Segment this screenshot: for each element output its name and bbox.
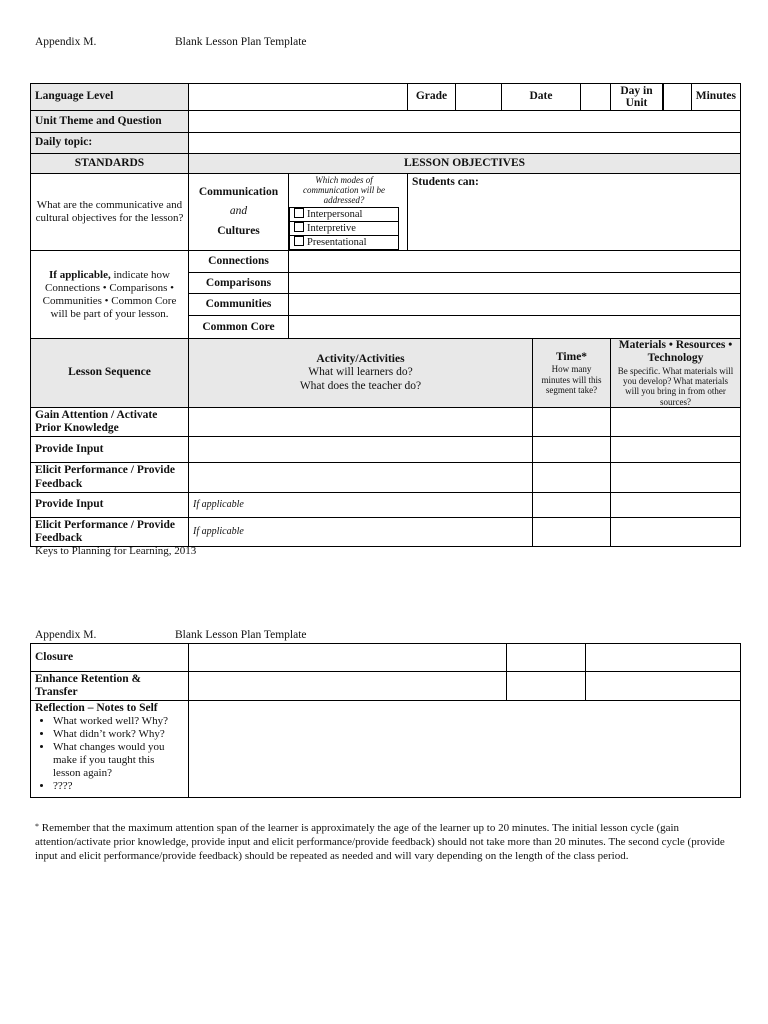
list-item: • What didn’t work? Why? bbox=[53, 728, 184, 741]
date-label: Date bbox=[502, 84, 581, 111]
sequence-materials-field[interactable] bbox=[611, 518, 741, 547]
grade-label: Grade bbox=[408, 84, 456, 111]
sequence-row-label: Provide Input bbox=[31, 493, 189, 518]
activity-heading-cell bbox=[189, 339, 533, 408]
sequence-materials-field[interactable] bbox=[611, 408, 741, 437]
grade-field[interactable] bbox=[456, 84, 502, 111]
checkbox-icon[interactable] bbox=[294, 236, 304, 246]
template-title: Blank Lesson Plan Template bbox=[175, 36, 307, 48]
common-core-field[interactable] bbox=[289, 316, 741, 339]
appendix-label: Appendix M. bbox=[35, 36, 97, 48]
modes-cell bbox=[289, 174, 408, 251]
reflection-cell bbox=[31, 701, 189, 798]
mode-label: Interpersonal bbox=[307, 209, 363, 220]
if-applicable-note bbox=[31, 251, 189, 339]
standards-heading: STANDARDS bbox=[31, 154, 189, 174]
common-core-label: Common Core bbox=[189, 316, 289, 339]
materials-heading: Materials • Resources • Technology bbox=[618, 339, 733, 365]
sequence-activity-field[interactable] bbox=[189, 437, 533, 463]
cultures-label: Cultures bbox=[217, 224, 260, 237]
lesson-objectives-heading: LESSON OBJECTIVES bbox=[189, 154, 741, 174]
lesson-plan-table-continued bbox=[30, 643, 741, 798]
day-in-unit-label: Day in Unit bbox=[611, 84, 663, 111]
sequence-row-label: Elicit Performance / Provide Feedback bbox=[31, 463, 189, 493]
lesson-plan-table bbox=[30, 83, 741, 547]
communication-cultures-cell bbox=[189, 174, 289, 251]
sequence-activity-field[interactable]: If applicable bbox=[189, 518, 533, 547]
sequence-row-label: Provide Input bbox=[31, 437, 189, 463]
communities-label: Communities bbox=[189, 294, 289, 316]
communities-field[interactable] bbox=[289, 294, 741, 316]
unit-theme-label: Unit Theme and Question bbox=[31, 111, 189, 133]
connections-label: Connections bbox=[189, 251, 289, 273]
enhance-label: Enhance Retention & Transfer bbox=[31, 672, 189, 701]
modes-table bbox=[289, 174, 399, 250]
appendix-label: Appendix M. bbox=[35, 629, 97, 641]
closure-time-field[interactable] bbox=[507, 644, 586, 672]
reflection-heading: Reflection – Notes to Self bbox=[35, 702, 158, 714]
minutes-label: Minutes bbox=[691, 84, 740, 110]
activity-heading: Activity/Activities bbox=[316, 353, 405, 366]
sequence-time-field[interactable] bbox=[533, 437, 611, 463]
mode-presentational[interactable] bbox=[290, 236, 399, 250]
sequence-materials-field[interactable] bbox=[611, 463, 741, 493]
time-heading: Time* bbox=[555, 350, 588, 363]
page2-header bbox=[35, 629, 307, 641]
language-level-label: Language Level bbox=[31, 84, 189, 111]
students-can-label: Students can: bbox=[412, 176, 479, 188]
lesson-sequence-heading: Lesson Sequence bbox=[31, 339, 189, 408]
sequence-materials-field[interactable] bbox=[611, 437, 741, 463]
materials-question: Be specific. What materials will you develop? What materials will you bring in from other sources? bbox=[617, 365, 734, 407]
sequence-time-field[interactable] bbox=[533, 463, 611, 493]
closure-materials-field[interactable] bbox=[586, 644, 741, 672]
and-label: and bbox=[229, 205, 248, 218]
sequence-row-label: Gain Attention / Activate Prior Knowledge bbox=[31, 408, 189, 437]
closure-label: Closure bbox=[31, 644, 189, 672]
list-item: • ???? bbox=[53, 780, 184, 793]
mode-label: Presentational bbox=[307, 237, 367, 249]
reflection-notes-field[interactable] bbox=[189, 701, 741, 798]
list-item: • What worked well? Why? bbox=[53, 715, 184, 728]
checkbox-icon[interactable] bbox=[294, 222, 304, 232]
if-applicable-bold: If applicable, bbox=[49, 268, 111, 281]
time-heading-cell bbox=[533, 339, 611, 408]
sequence-time-field[interactable] bbox=[533, 408, 611, 437]
source-caption: Keys to Planning for Learning, 2013 bbox=[35, 545, 197, 557]
sequence-row-label: Elicit Performance / Provide Feedback bbox=[31, 518, 189, 547]
daily-topic-field[interactable] bbox=[189, 133, 741, 154]
sequence-activity-field[interactable] bbox=[189, 463, 533, 493]
day-in-unit-field[interactable] bbox=[664, 84, 692, 110]
enhance-materials-field[interactable] bbox=[586, 672, 741, 701]
sequence-materials-field[interactable] bbox=[611, 493, 741, 518]
communication-label: Communication bbox=[198, 186, 279, 199]
mode-interpretive[interactable] bbox=[290, 222, 399, 236]
comparisons-field[interactable] bbox=[289, 273, 741, 294]
if-applicable-text: indicate how Connections • Comparisons • Communities • Common Core will be part of your lesson. bbox=[42, 268, 177, 320]
connections-field[interactable] bbox=[289, 251, 741, 273]
comparisons-label: Comparisons bbox=[189, 273, 289, 294]
date-field[interactable] bbox=[581, 84, 611, 111]
language-level-field[interactable] bbox=[189, 84, 408, 111]
modes-question: Which modes of communication will be addressed? bbox=[290, 174, 399, 208]
list-item: • What changes would you make if you taught this lesson again? bbox=[53, 741, 184, 780]
mode-label: Interpretive bbox=[307, 223, 356, 235]
time-question: How many minutes will this segment take? bbox=[541, 364, 602, 395]
activity-question-1: What will learners do? bbox=[308, 366, 413, 379]
students-can-cell[interactable] bbox=[408, 174, 741, 251]
mode-interpersonal[interactable] bbox=[290, 208, 399, 222]
enhance-activity-field[interactable] bbox=[189, 672, 507, 701]
sequence-activity-field[interactable]: If applicable bbox=[189, 493, 533, 518]
reflection-list bbox=[35, 715, 184, 793]
closure-activity-field[interactable] bbox=[189, 644, 507, 672]
unit-theme-field[interactable] bbox=[189, 111, 741, 133]
enhance-time-field[interactable] bbox=[507, 672, 586, 701]
sequence-activity-field[interactable] bbox=[189, 408, 533, 437]
sequence-time-field[interactable] bbox=[533, 518, 611, 547]
asterisk-icon: * bbox=[35, 822, 39, 831]
materials-heading-cell bbox=[611, 339, 741, 408]
sequence-time-field[interactable] bbox=[533, 493, 611, 518]
attention-span-footnote bbox=[35, 820, 725, 863]
checkbox-icon[interactable] bbox=[294, 208, 304, 218]
template-title: Blank Lesson Plan Template bbox=[175, 629, 307, 641]
daily-topic-label: Daily topic: bbox=[31, 133, 189, 154]
standards-question: What are the communicative and cultural objectives for the lesson? bbox=[31, 174, 189, 251]
footnote-text: Remember that the maximum attention span of the learner is approximately the age of the learner up to 20 minutes. The initial lesson cycle (gain attention/activate prior knowledge, provide input and elicit performance/provide feedback) should not take more than 20 minutes. The second cycle (provide input and elicit performance/provide feedback) should be repeated as needed and will vary depending on the length of the class period. bbox=[35, 822, 725, 862]
page1-header bbox=[35, 36, 307, 48]
minutes-cell bbox=[663, 84, 741, 111]
activity-question-2: What does the teacher do? bbox=[299, 379, 422, 392]
